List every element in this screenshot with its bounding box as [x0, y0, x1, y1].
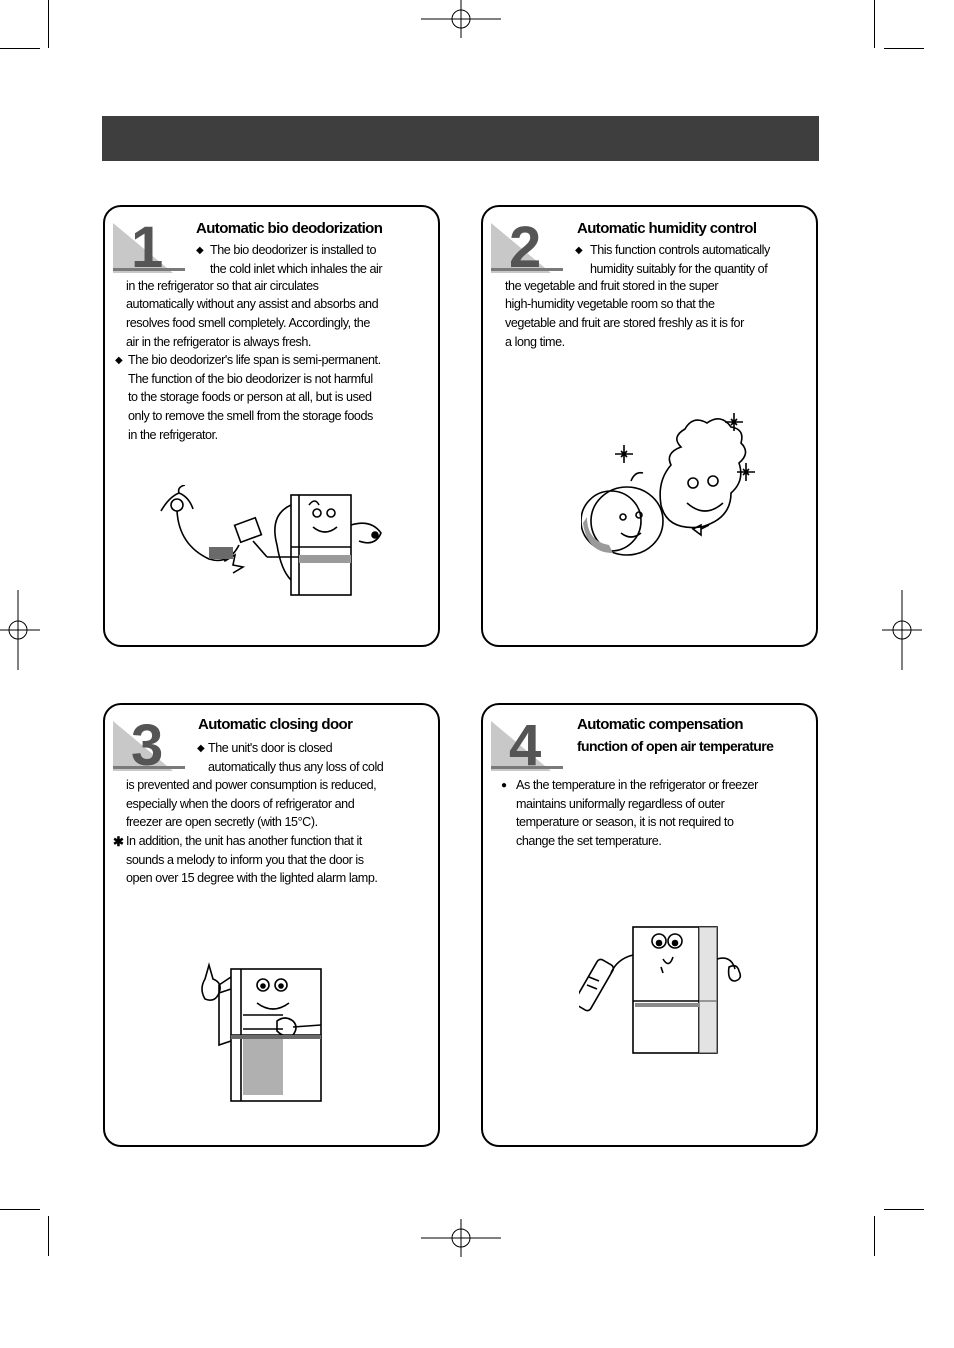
bullet-icon: ◆ [196, 245, 204, 256]
card-text-line: This function controls automatically [590, 243, 770, 257]
card-text-line: a long time. [505, 335, 565, 349]
card-text-line: change the set temperature. [516, 834, 662, 848]
refrigerator-closing-door-illustration [197, 959, 333, 1105]
card-text-line: The function of the bio deodorizer is not harmful [128, 372, 373, 386]
card-title: Automatic humidity control [577, 220, 757, 237]
registration-mark-icon [0, 590, 40, 670]
bullet-icon: ◆ [115, 355, 123, 366]
bullet-icon: ◆ [575, 245, 583, 256]
card-text-line: The bio deodorizer's life span is semi-permanent. [128, 353, 381, 367]
card-text-line: freezer are open secretly (with 15°C). [126, 815, 318, 829]
registration-mark-icon [421, 0, 501, 40]
crop-mark [884, 48, 924, 49]
card-text-line: high-humidity vegetable room so that the [505, 297, 715, 311]
card-text-line: is prevented and power consumption is reduced, [126, 778, 377, 792]
crop-mark [0, 1209, 40, 1210]
card-text-line: resolves food smell completely. Accordingly, the [126, 316, 370, 330]
card-text-line: open over 15 degree with the lighted alarm lamp. [126, 871, 378, 885]
refrigerator-thermometer-illustration [579, 919, 747, 1061]
crop-mark [48, 0, 49, 48]
feature-card-humidity-control [481, 205, 818, 647]
registration-mark-icon [882, 590, 922, 670]
feature-card-bio-deodorization [103, 205, 440, 647]
card-title: Automatic compensation [577, 716, 743, 733]
number-badge [491, 711, 563, 771]
feature-card-closing-door [103, 703, 440, 1147]
crop-mark [874, 1216, 875, 1256]
crop-mark [874, 0, 875, 48]
bullet-icon: ◆ [197, 743, 205, 754]
refrigerator-deodorizer-illustration [149, 485, 411, 597]
crop-mark [884, 1209, 924, 1210]
card-title: Automatic closing door [198, 716, 353, 733]
number-badge [113, 711, 185, 771]
card-number: 4 [509, 713, 542, 771]
registration-mark-icon [421, 1219, 501, 1259]
card-text-line: As the temperature in the refrigerator or freezer [516, 778, 758, 792]
card-number: 2 [509, 215, 542, 273]
card-text-line: automatically without any assist and absorbs and [126, 297, 379, 311]
number-badge [113, 213, 185, 273]
card-text-line: air in the refrigerator is always fresh. [126, 335, 311, 349]
asterisk-icon: ✱ [113, 834, 124, 849]
card-title: Automatic bio deodorization [196, 220, 383, 237]
card-number: 3 [131, 713, 164, 771]
card-text-line: The bio deodorizer is installed to [210, 243, 377, 257]
card-text-line: the cold inlet which inhales the air [210, 262, 383, 276]
number-badge [491, 213, 563, 273]
card-text-line: the vegetable and fruit stored in the super [505, 279, 719, 293]
card-text-line: in the refrigerator. [128, 428, 218, 442]
crop-mark [0, 48, 40, 49]
vegetables-fruit-illustration [581, 411, 765, 561]
card-text-line: only to remove the smell from the storage foods [128, 409, 373, 423]
crop-mark [48, 1216, 49, 1256]
card-text-line: maintains uniformally regardless of outer [516, 797, 725, 811]
bullet-icon: ● [501, 780, 508, 791]
card-text-line: to the storage foods or person at all, but is used [128, 390, 372, 404]
card-subtitle: function of open air temperature [577, 738, 774, 754]
card-text-line: temperature or season, it is not required to [516, 815, 734, 829]
card-text-line: In addition, the unit has another function that it [126, 834, 362, 848]
card-text-line: automatically thus any loss of cold [208, 760, 384, 774]
feature-card-open-air-compensation [481, 703, 818, 1147]
header-bar [102, 116, 819, 161]
card-text-line: vegetable and fruit are stored freshly as it is for [505, 316, 744, 330]
card-text-line: humidity suitably for the quantity of [590, 262, 768, 276]
card-text-line: in the refrigerator so that air circulates [126, 279, 319, 293]
card-number: 1 [131, 215, 164, 273]
card-text-line: The unit's door is closed [208, 741, 333, 755]
card-text-line: especially when the doors of refrigerator and [126, 797, 355, 811]
card-text-line: sounds a melody to inform you that the door is [126, 853, 364, 867]
